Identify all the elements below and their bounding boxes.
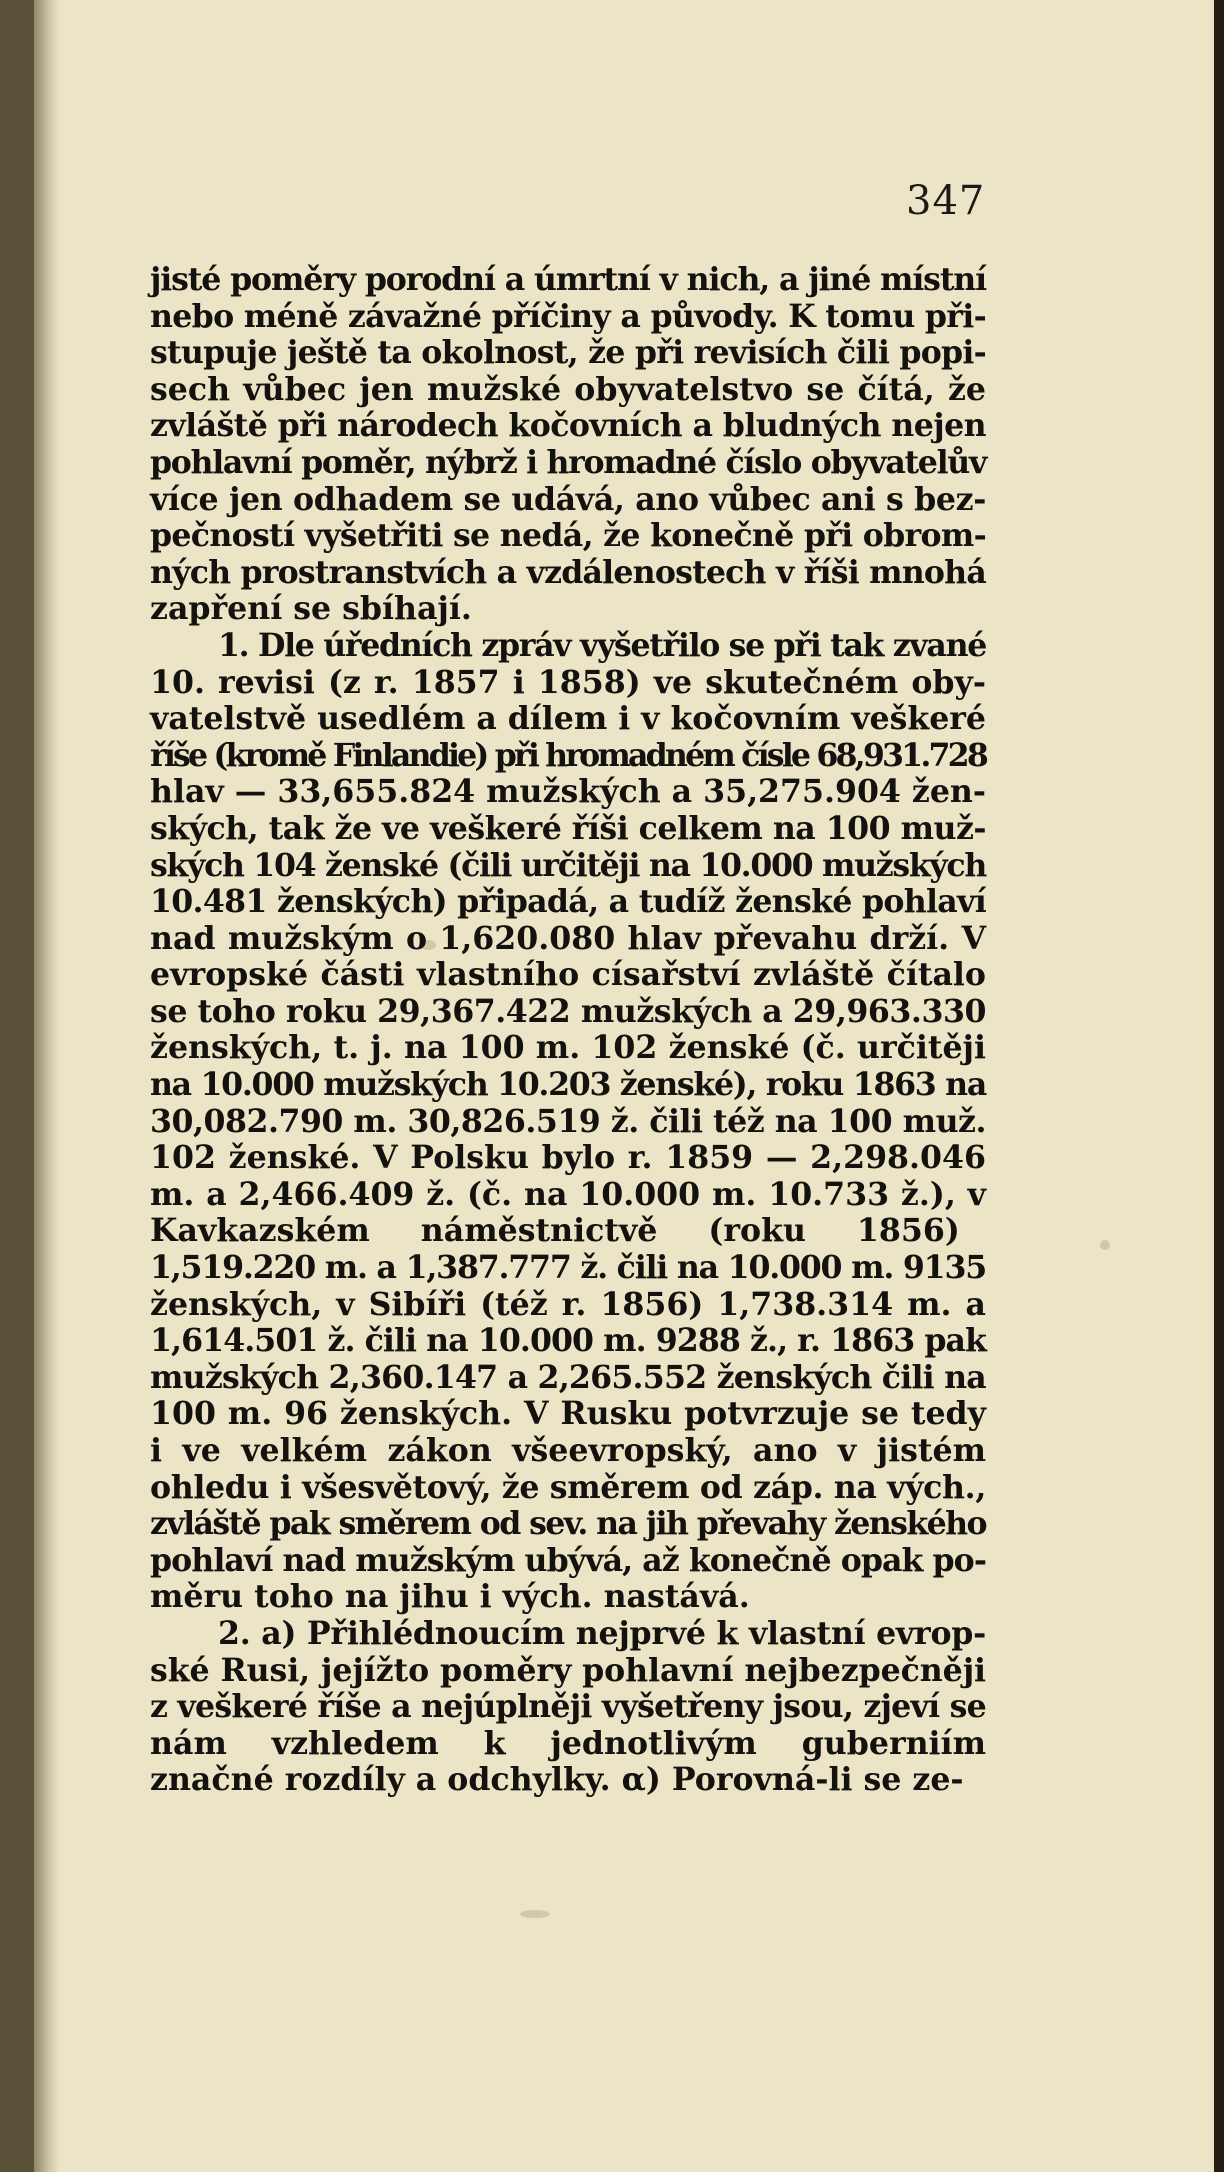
page-edge xyxy=(1214,0,1224,2172)
page-binding-shadow xyxy=(34,0,60,2172)
text-line: ské Rusi, jejížto poměry pohlavní nejbezpečněji xyxy=(150,1651,986,1689)
text-line: zvláště pak směrem od sev. na jih převahy ženského xyxy=(150,1505,986,1543)
text-line: na 10.000 mužských 10.203 ženské), roku 1863 na xyxy=(150,1066,986,1104)
text-line: nebo méně závažné příčiny a původy. K tomu při- xyxy=(150,297,986,335)
paragraph-start-line: 2. a) Přihlédnoucím nejprvé k vlastní evrop- xyxy=(218,1614,986,1652)
page-body-text xyxy=(150,262,986,1799)
text-line: nám vzhledem k jednotlivým guberniím xyxy=(150,1724,986,1762)
text-line: 10. revisi (z r. 1857 i 1858) ve skutečném oby- xyxy=(150,663,986,701)
text-line: m. a 2,466.409 ž. (č. na 10.000 m. 10.733 ž.), v xyxy=(150,1175,986,1213)
text-line: z veškeré říše a nejúplněji vyšetřeny jsou, zjeví se xyxy=(150,1688,986,1726)
ink-smudge xyxy=(520,1910,550,1918)
text-line: 10.481 ženských) připadá, a tudíž ženské pohlaví xyxy=(150,883,986,921)
text-line: značné rozdíly a odchylky. α) Porovná-li se ze- xyxy=(150,1761,964,1799)
text-line: 102 ženské. V Polsku bylo r. 1859 — 2,298.046 xyxy=(150,1139,986,1177)
text-line: ženských, v Sibíři (též r. 1856) 1,738.314 m. a xyxy=(150,1285,986,1323)
text-line: pečností vyšetřiti se nedá, že konečně při obrom- xyxy=(150,517,986,555)
paragraph-start-line: 1. Dle úředních zpráv vyšetřilo se při tak zvané xyxy=(218,626,986,664)
text-line: zapření se sbíhají. xyxy=(150,590,472,628)
text-line: ných prostranstvích a vzdálenostech v říši mnohá xyxy=(150,553,986,591)
text-line: mužských 2,360.147 a 2,265.552 ženských čili na xyxy=(150,1358,986,1396)
text-line: ských 104 ženské (čili určitěji na 10.000 mužských xyxy=(150,846,986,884)
page-number: 347 xyxy=(906,178,986,224)
text-line: evropské části vlastního císařství zvláště čítalo xyxy=(150,956,986,994)
text-line: sech vůbec jen mužské obyvatelstvo se čítá, že xyxy=(150,370,986,408)
text-line: nad mužským o 1,620.080 hlav převahu drží. V xyxy=(150,919,986,957)
text-line: 30,082.790 m. 30,826.519 ž. čili též na 100 muž. xyxy=(150,1102,986,1140)
text-line: zvláště při národech kočovních a bludných nejen xyxy=(150,407,986,445)
text-line: ohledu i všesvětový, že směrem od záp. na vých., xyxy=(150,1468,986,1506)
text-line: měru toho na jihu i vých. nastává. xyxy=(150,1578,750,1616)
text-line: 1,519.220 m. a 1,387.777 ž. čili na 10.000 m. 9135 xyxy=(150,1249,986,1287)
text-line: ských, tak že ve veškeré říši celkem na 100 muž- xyxy=(150,809,986,847)
ink-smudge xyxy=(1100,1240,1110,1250)
text-line: se toho roku 29,367.422 mužských a 29,963.330 xyxy=(150,992,986,1030)
text-line: ženských, t. j. na 100 m. 102 ženské (č. určitěji xyxy=(150,1029,986,1067)
text-line: říše (kromě Finlandie) při hromadném čísle 68,931.728 xyxy=(150,736,986,774)
text-line: více jen odhadem se udává, ano vůbec ani s bez- xyxy=(150,480,986,518)
text-line: pohlavní poměr, nýbrž i hromadné číslo obyvatelův xyxy=(150,443,986,481)
text-line: i ve velkém zákon všeevropský, ano v jistém xyxy=(150,1432,986,1469)
text-line: Kavkazském náměstnictvě (roku 1856) xyxy=(150,1212,960,1250)
text-line: pohlaví nad mužským ubývá, až konečně opak po- xyxy=(150,1541,986,1579)
text-line: jisté poměry porodní a úmrtní v nich, a jiné místní xyxy=(150,261,986,298)
text-line: hlav — 33,655.824 mužských a 35,275.904 žen- xyxy=(150,773,986,811)
text-line: 100 m. 96 ženských. V Rusku potvrzuje se tedy xyxy=(150,1395,986,1433)
text-line: 1,614.501 ž. čili na 10.000 m. 9288 ž., r. 1863 pak xyxy=(150,1322,986,1360)
text-line: stupuje ještě ta okolnost, že při revisích čili popi- xyxy=(150,334,986,372)
text-line: vatelstvě usedlém a dílem i v kočovním veškeré xyxy=(150,700,986,738)
